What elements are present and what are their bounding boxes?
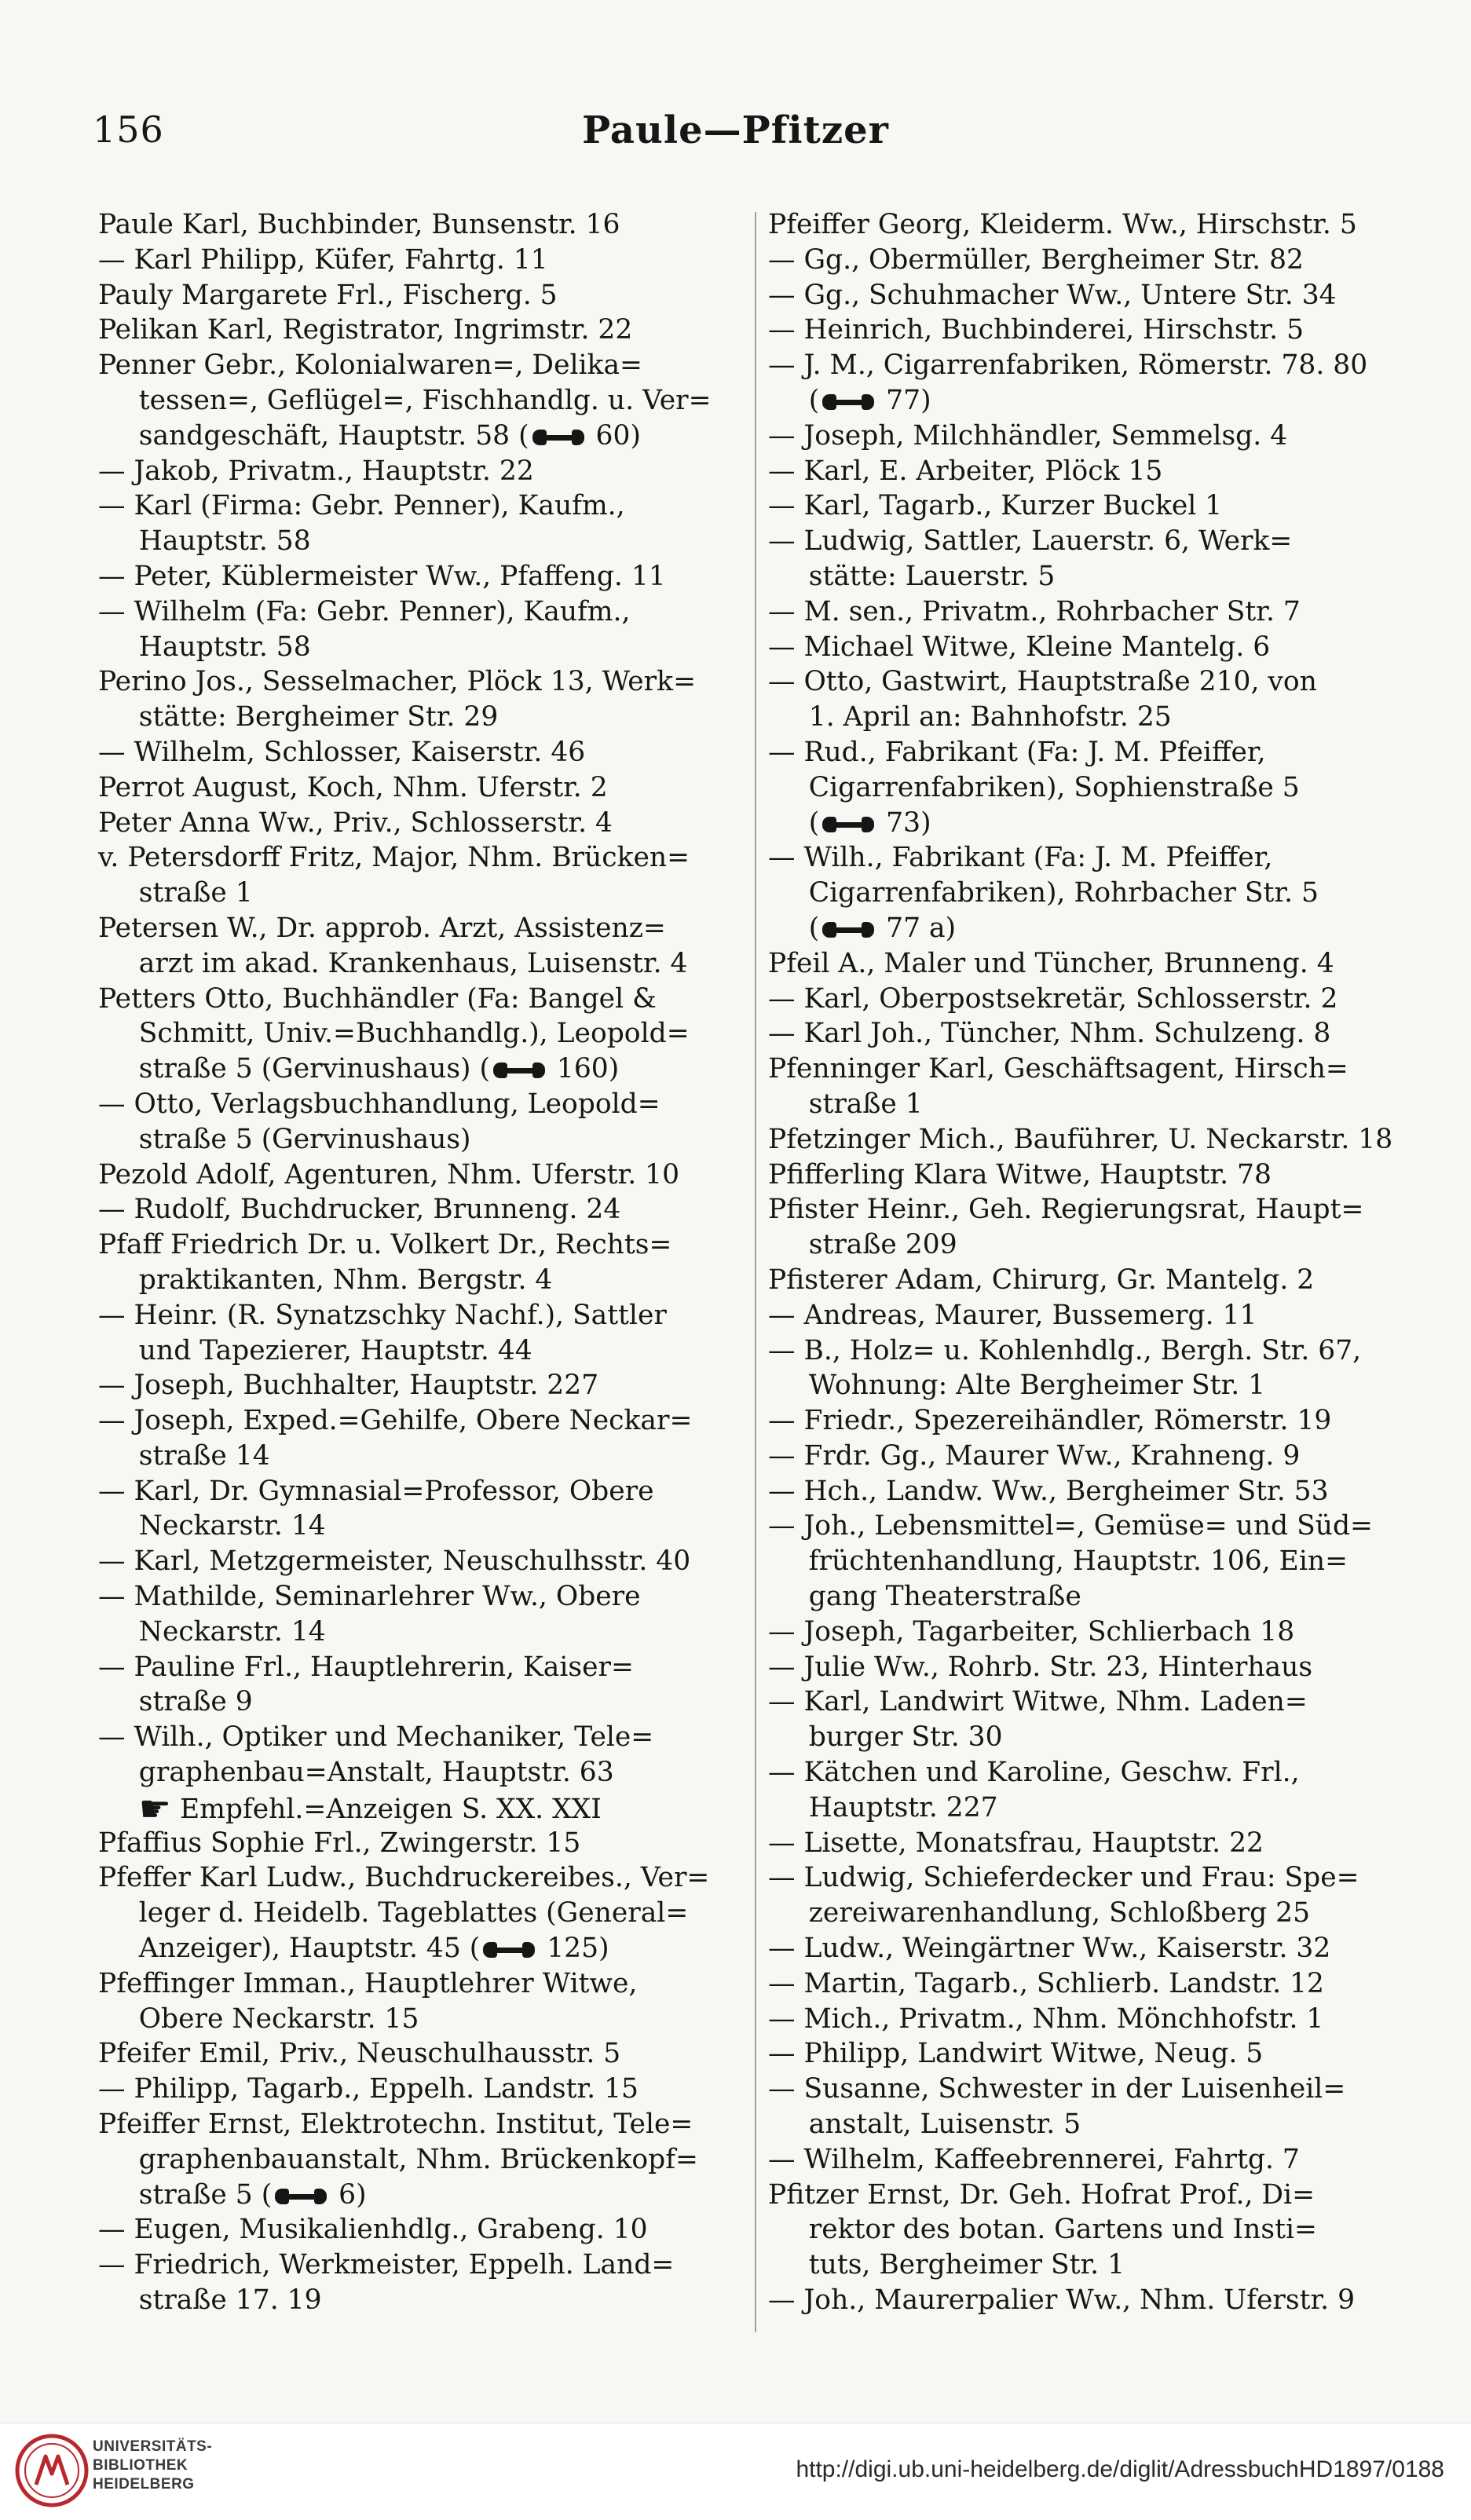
directory-entry-line: zereiwarenhandlung, Schloßberg 25 [768, 1897, 1311, 1929]
directory-entry-line: Pelikan Karl, Registrator, Ingrimstr. 22 [98, 314, 633, 346]
directory-entry-line: Peter Anna Ww., Priv., Schlosserstr. 4 [98, 806, 613, 839]
directory-entry-line: Pfitzer Ernst, Dr. Geh. Hofrat Prof., Di= [768, 2178, 1315, 2211]
directory-entry-line: — Wilhelm (Fa: Gebr. Penner), Kaufm., [98, 595, 631, 627]
directory-entry-line: sandgeschäft, Hauptstr. 58 ( 60) [98, 419, 641, 452]
directory-entry-line: Pfister Heinr., Geh. Regierungsrat, Haupt= [768, 1194, 1364, 1226]
directory-entry-line: — Pauline Frl., Hauptlehrerin, Kaiser= [98, 1651, 634, 1683]
library-name-line: HEIDELBERG [93, 2476, 195, 2493]
directory-entry-line: Obere Neckarstr. 15 [98, 2002, 419, 2035]
directory-entry-line: arzt im akad. Krankenhaus, Luisenstr. 4 [98, 947, 688, 979]
directory-entry-line: Perrot August, Koch, Nhm. Uferstr. 2 [98, 771, 608, 803]
directory-entry-line: straße 14 [98, 1439, 270, 1472]
directory-entry-line: — Heinr. (R. Synatzschky Nachf.), Sattler [98, 1299, 667, 1331]
directory-entry-line: — Karl, Tagarb., Kurzer Buckel 1 [768, 490, 1223, 522]
directory-entry-line: — B., Holz= u. Kohlenhdlg., Bergh. Str. 67, [768, 1334, 1362, 1366]
directory-entry-line: — Gg., Schuhmacher Ww., Untere Str. 34 [768, 279, 1337, 311]
directory-entry-line: Pfeifer Emil, Priv., Neuschulhausstr. 5 [98, 2038, 621, 2070]
directory-entry-line: straße 209 [768, 1229, 957, 1261]
directory-entry-line: anstalt, Luisenstr. 5 [768, 2109, 1081, 2141]
directory-entry-line: — Gg., Obermüller, Bergheimer Str. 82 [768, 243, 1304, 276]
directory-entry-line: — Heinrich, Buchbinderei, Hirschstr. 5 [768, 314, 1305, 346]
directory-entry-line: — Joseph, Milchhändler, Semmelsg. 4 [768, 419, 1288, 452]
directory-entry-line: Anzeiger), Hauptstr. 45 ( 125) [98, 1933, 609, 1965]
directory-column-left [98, 207, 742, 2318]
directory-entry-line: Pfeiffer Georg, Kleiderm. Ww., Hirschstr. 5 [768, 209, 1357, 240]
directory-entry-line: burger Str. 30 [768, 1721, 1003, 1754]
directory-entry-line: — Friedrich, Werkmeister, Eppelh. Land= [98, 2249, 675, 2281]
directory-entry-line: — Karl, Landwirt Witwe, Nhm. Laden= [768, 1686, 1308, 1718]
directory-entry-line: — Wilhelm, Kaffeebrennerei, Fahrtg. 7 [768, 2143, 1300, 2175]
directory-entry-line: Perino Jos., Sesselmacher, Plöck 13, Werk= [98, 666, 696, 698]
directory-column-right [768, 207, 1412, 2318]
directory-entry-line: leger d. Heidelb. Tageblattes (General= [98, 1897, 689, 1929]
directory-entry-line: straße 1 [768, 1088, 923, 1120]
directory-entry-line: Pfeil A., Maler und Tüncher, Brunneng. 4 [768, 947, 1334, 979]
directory-entry-line: — Joh., Lebensmittel=, Gemüse= und Süd= [768, 1510, 1373, 1542]
directory-entry-line: Pfeffinger Imman., Hauptlehrer Witwe, [98, 1967, 638, 1999]
directory-entry-line: Pfeiffer Ernst, Elektrotechn. Institut, Tele= [98, 2109, 693, 2141]
directory-entry-line: — Susanne, Schwester in der Luisenheil= [768, 2073, 1346, 2105]
directory-entry-line: Petters Otto, Buchhändler (Fa: Bangel & [98, 982, 657, 1015]
directory-entry-line: straße 5 (Gervinushaus) ( 160) [98, 1053, 620, 1085]
directory-entry-line: Pauly Margarete Frl., Fischerg. 5 [98, 279, 558, 311]
directory-entry-line: Pfetzinger Mich., Bauführer, U. Neckarstr. 18 [768, 1123, 1393, 1155]
directory-entry-line: gang Theaterstraße [768, 1581, 1081, 1613]
directory-entry-line: Pfeffer Karl Ludw., Buchdruckereibes., Ver= [98, 1862, 710, 1894]
directory-entry-line: straße 5 ( 6) [98, 2178, 367, 2211]
directory-entry-line: — Joseph, Exped.=Gehilfe, Obere Neckar= [98, 1405, 693, 1437]
telephone-icon [483, 1941, 535, 1959]
directory-entry-line: graphenbau=Anstalt, Hauptstr. 63 [98, 1757, 614, 1789]
directory-entry-line: tessen=, Geflügel=, Fischhandlg. u. Ver= [98, 384, 712, 416]
directory-entry-line: Wohnung: Alte Bergheimer Str. 1 [768, 1370, 1266, 1402]
directory-entry-line: — Michael Witwe, Kleine Mantelg. 6 [768, 631, 1271, 663]
directory-entry-line: — Eugen, Musikalienhdlg., Grabeng. 10 [98, 2214, 648, 2246]
source-url-link[interactable]: http://digi.ub.uni-heidelberg.de/diglit/AdressbuchHD1897/0188 [796, 2456, 1444, 2482]
telephone-icon [493, 1062, 545, 1079]
directory-entry-line: — Otto, Gastwirt, Hauptstraße 210, von [768, 666, 1317, 698]
directory-entry-line: — Otto, Verlagsbuchhandlung, Leopold= [98, 1088, 660, 1120]
directory-entry-line: ( 77 a) [768, 912, 957, 944]
directory-entry-line: Cigarrenfabriken), Sophienstraße 5 [768, 771, 1300, 803]
directory-entry-line: straße 5 (Gervinushaus) [98, 1123, 471, 1155]
directory-entry-line: — Karl, Oberpostsekretär, Schlosserstr. 2 [768, 982, 1338, 1015]
directory-entry-line: ☛ Empfehl.=Anzeigen S. XX. XXI [138, 1787, 602, 1830]
directory-entry-line: — Lisette, Monatsfrau, Hauptstr. 22 [768, 1827, 1264, 1859]
library-name-line: BIBLIOTHEK [93, 2457, 188, 2474]
directory-entry-line: Paule Karl, Buchbinder, Bunsenstr. 16 [98, 209, 620, 240]
directory-entry-line: — Philipp, Tagarb., Eppelh. Landstr. 15 [98, 2073, 639, 2105]
directory-entry-line: — Joseph, Buchhalter, Hauptstr. 227 [98, 1370, 599, 1402]
column-divider [755, 212, 756, 2332]
directory-entry-line: Pfaffius Sophie Frl., Zwingerstr. 15 [98, 1827, 581, 1859]
directory-entry-line: stätte: Bergheimer Str. 29 [98, 701, 499, 733]
directory-entry-line: — Frdr. Gg., Maurer Ww., Krahneng. 9 [768, 1439, 1301, 1472]
directory-entry-line: straße 1 [98, 877, 253, 909]
telephone-icon [822, 393, 874, 411]
telephone-icon [822, 816, 874, 833]
directory-entry-line: — M. sen., Privatm., Rohrbacher Str. 7 [768, 595, 1301, 627]
directory-entry-line: — Jakob, Privatm., Hauptstr. 22 [98, 455, 534, 487]
directory-entry-line: graphenbauanstalt, Nhm. Brückenkopf= [98, 2143, 698, 2175]
pointing-hand-icon: ☛ [138, 1787, 171, 1830]
page-number: 156 [93, 108, 164, 151]
directory-entry-line: — Philipp, Landwirt Witwe, Neug. 5 [768, 2038, 1264, 2070]
directory-entry-line: — Karl Joh., Tüncher, Nhm. Schulzeng. 8 [768, 1018, 1331, 1050]
directory-entry-line: — Karl Philipp, Küfer, Fahrtg. 11 [98, 243, 548, 276]
directory-entry-line: Pezold Adolf, Agenturen, Nhm. Uferstr. 10 [98, 1158, 680, 1191]
directory-entry-line: Penner Gebr., Kolonialwaren=, Delika= [98, 349, 642, 382]
directory-entry-line: — Andreas, Maurer, Bussemerg. 11 [768, 1299, 1257, 1331]
directory-entry-line: — J. M., Cigarrenfabriken, Römerstr. 78. 80 [768, 349, 1368, 382]
directory-entry-line: — Wilhelm, Schlosser, Kaiserstr. 46 [98, 736, 586, 768]
directory-entry-line: straße 17. 19 [98, 2284, 322, 2317]
directory-entry-line: — Peter, Küblermeister Ww., Pfaffeng. 11 [98, 560, 666, 592]
directory-entry-line: Pfifferling Klara Witwe, Hauptstr. 78 [768, 1158, 1272, 1191]
directory-entry-line: 1. April an: Bahnhofstr. 25 [768, 701, 1172, 733]
directory-entry-line: — Rudolf, Buchdrucker, Brunneng. 24 [98, 1194, 621, 1226]
directory-entry-line: ( 77) [768, 384, 931, 416]
directory-entry-line: — Ludwig, Schieferdecker und Frau: Spe= [768, 1862, 1359, 1894]
telephone-icon [532, 429, 584, 446]
library-name-line: UNIVERSITÄTS- [93, 2438, 213, 2455]
directory-entry-line: Cigarrenfabriken), Rohrbacher Str. 5 [768, 877, 1319, 909]
directory-entry-line: — Mathilde, Seminarlehrer Ww., Obere [98, 1581, 641, 1613]
telephone-icon [822, 921, 874, 938]
directory-entry-line: früchtenhandlung, Hauptstr. 106, Ein= [768, 1545, 1348, 1578]
telephone-icon [275, 2188, 327, 2205]
directory-entry-line: — Julie Ww., Rohrb. Str. 23, Hinterhaus [768, 1651, 1313, 1683]
directory-entry-line: v. Petersdorff Fritz, Major, Nhm. Brücken= [98, 842, 690, 874]
directory-entry-line: — Friedr., Spezereihändler, Römerstr. 19 [768, 1405, 1332, 1437]
directory-entry-line: — Kätchen und Karoline, Geschw. Frl., [768, 1757, 1300, 1789]
directory-entry-line: straße 9 [98, 1686, 253, 1718]
directory-entry-line: Neckarstr. 14 [98, 1510, 326, 1542]
directory-entry-line: Petersen W., Dr. approb. Arzt, Assistenz= [98, 912, 666, 944]
running-head: Paule—Pfitzer [582, 108, 889, 152]
directory-entry-line: stätte: Lauerstr. 5 [768, 560, 1056, 592]
directory-entry-line: Hauptstr. 227 [768, 1791, 998, 1823]
directory-entry-line: — Hch., Landw. Ww., Bergheimer Str. 53 [768, 1475, 1329, 1507]
directory-entry-line: tuts, Bergheimer Str. 1 [768, 2249, 1125, 2281]
directory-entry-line: — Karl, Dr. Gymnasial=Professor, Obere [98, 1475, 654, 1507]
directory-entry-line: — Ludwig, Sattler, Lauerstr. 6, Werk= [768, 525, 1293, 558]
directory-entry-line: — Mich., Privatm., Nhm. Mönchhofstr. 1 [768, 2002, 1324, 2035]
directory-entry-line: — Karl, Metzgermeister, Neuschulhsstr. 40 [98, 1545, 691, 1578]
directory-entry-line: — Martin, Tagarb., Schlierb. Landstr. 12 [768, 1967, 1324, 1999]
directory-entry-line: Hauptstr. 58 [98, 631, 311, 663]
university-seal-logo [14, 2433, 90, 2508]
directory-entry-line: Pfisterer Adam, Chirurg, Gr. Mantelg. 2 [768, 1264, 1315, 1296]
directory-entry-line: rektor des botan. Gartens und Insti= [768, 2214, 1317, 2246]
directory-entry-line: — Wilh., Optiker und Mechaniker, Tele= [98, 1721, 654, 1754]
directory-entry-line: ( 73) [768, 806, 931, 839]
directory-entry-line: praktikanten, Nhm. Bergstr. 4 [98, 1264, 553, 1296]
directory-entry-line: und Tapezierer, Hauptstr. 44 [98, 1334, 532, 1366]
directory-entry-line: — Joseph, Tagarbeiter, Schlierbach 18 [768, 1615, 1295, 1648]
directory-entry-line: Pfenninger Karl, Geschäftsagent, Hirsch= [768, 1053, 1348, 1085]
directory-entry-line: — Wilh., Fabrikant (Fa: J. M. Pfeiffer, [768, 842, 1273, 874]
directory-entry-line: — Karl (Firma: Gebr. Penner), Kaufm., [98, 490, 625, 522]
directory-entry-line: Schmitt, Univ.=Buchhandlg.), Leopold= [98, 1018, 690, 1050]
directory-entry-line: — Karl, E. Arbeiter, Plöck 15 [768, 455, 1163, 487]
directory-entry-line: — Rud., Fabrikant (Fa: J. M. Pfeiffer, [768, 736, 1266, 768]
library-name [93, 2438, 212, 2494]
directory-entry-line: — Joh., Maurerpalier Ww., Nhm. Uferstr. 9 [768, 2284, 1356, 2317]
directory-entry-line: Neckarstr. 14 [98, 1615, 326, 1648]
directory-entry-line: Pfaff Friedrich Dr. u. Volkert Dr., Rechts= [98, 1229, 672, 1261]
directory-entry-line: — Ludw., Weingärtner Ww., Kaiserstr. 32 [768, 1933, 1331, 1965]
directory-entry-line: Hauptstr. 58 [98, 525, 311, 558]
